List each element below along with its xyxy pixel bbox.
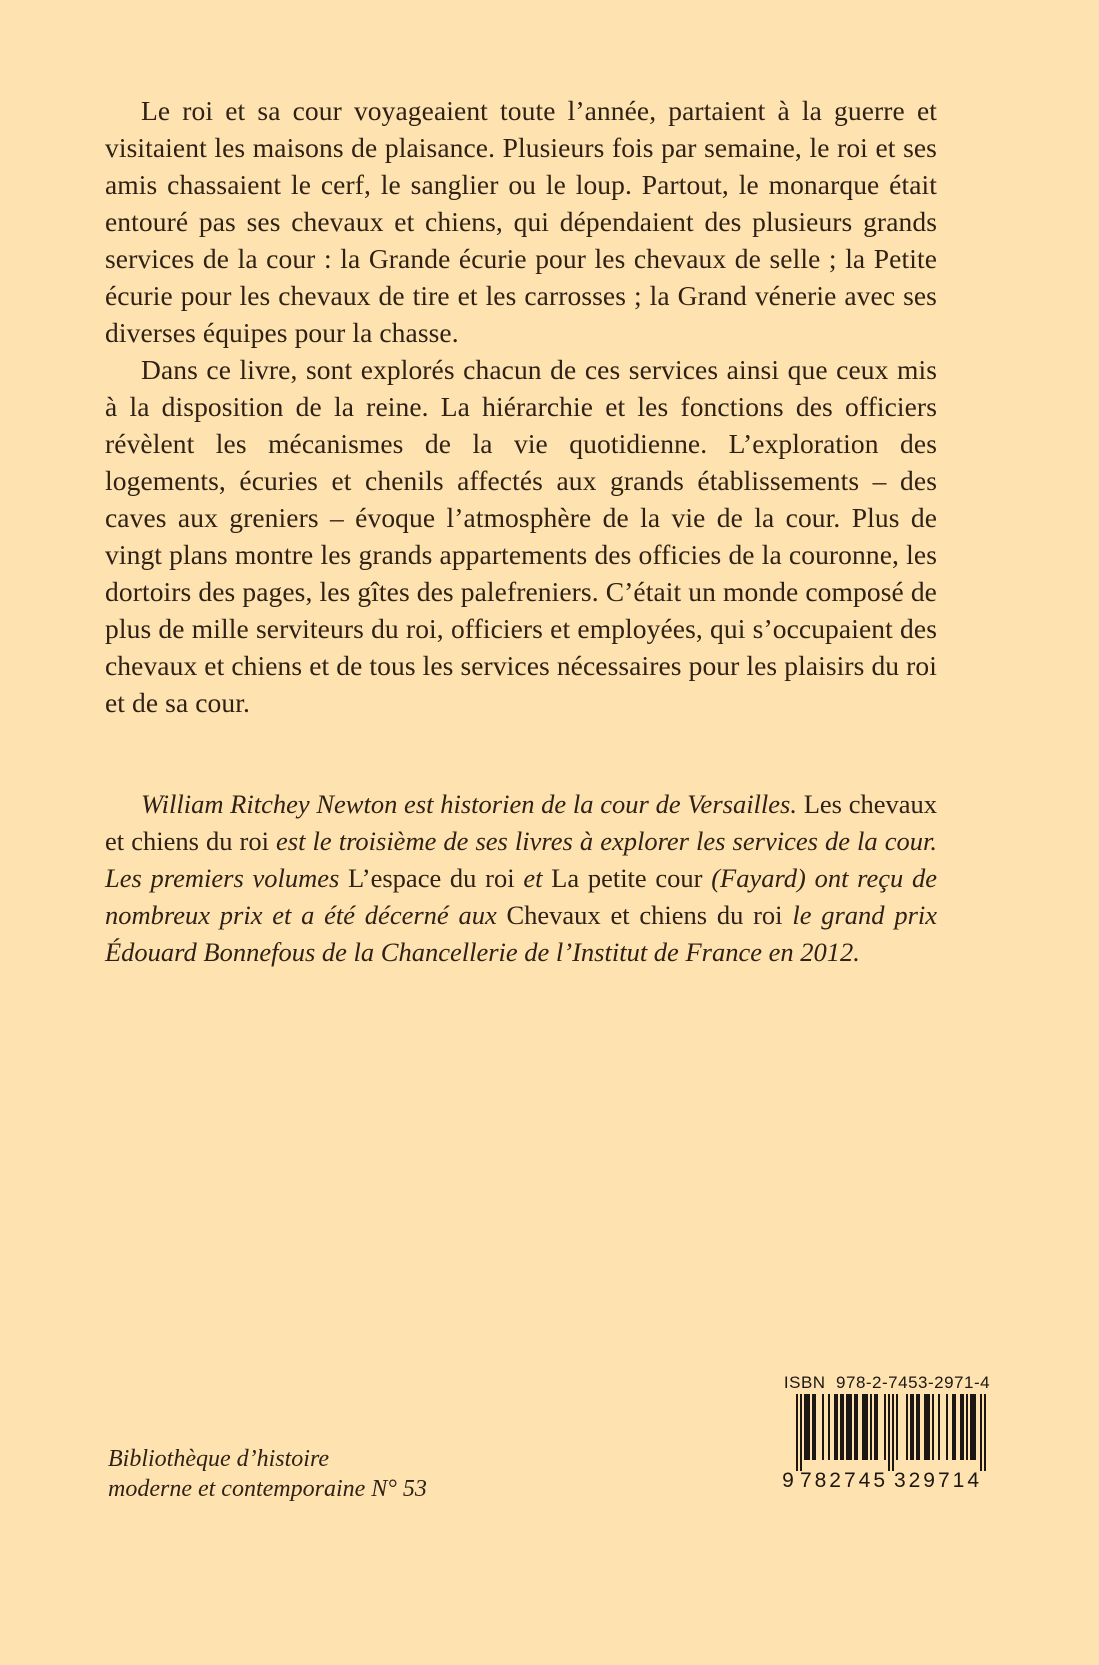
barcode-bar — [960, 1394, 962, 1460]
bio-run-roman: Chevaux et chiens du roi — [506, 900, 793, 930]
barcode-bar — [796, 1394, 798, 1471]
series-imprint — [108, 1444, 427, 1504]
barcode-bar — [912, 1394, 914, 1460]
bio-run-italic: (Fayard) ont reçu de nombreux prix et a été décerné aux — [105, 863, 938, 930]
barcode-bar — [848, 1394, 850, 1460]
barcode-bar — [836, 1394, 838, 1460]
barcode-bar — [806, 1394, 808, 1460]
barcode-digits: 9 — [782, 1469, 794, 1492]
barcode-bar — [952, 1394, 954, 1460]
barcode-bar — [966, 1394, 968, 1460]
bio-run-roman: Les chevaux et chiens du roi — [105, 789, 937, 856]
series-line-1: Bibliothèque d’histoire — [108, 1446, 330, 1472]
barcode-bar — [896, 1394, 898, 1460]
barcode-bar — [846, 1394, 848, 1460]
barcode-bar — [854, 1394, 856, 1460]
ean13-barcode — [782, 1394, 988, 1494]
bio-run-italic: et — [523, 863, 552, 893]
isbn-block — [782, 1373, 992, 1494]
barcode-bar — [932, 1394, 934, 1460]
barcode-bar — [924, 1394, 926, 1460]
author-bio — [105, 786, 937, 971]
barcode-bar — [970, 1394, 972, 1460]
barcode-bar — [812, 1394, 814, 1460]
barcode-bar — [980, 1394, 982, 1471]
barcode-bar — [862, 1394, 864, 1460]
isbn-label: ISBN 978-2-7453-2971-4 — [783, 1373, 991, 1392]
barcode-bar — [962, 1394, 964, 1460]
bio-run-roman: La petite cour — [551, 863, 712, 893]
barcode-digits: 782745 — [799, 1469, 889, 1492]
bio-run-roman: L’espace du roi — [348, 863, 524, 893]
barcode-bar — [864, 1394, 866, 1460]
barcode-bar — [984, 1394, 986, 1471]
barcode-bar — [906, 1394, 908, 1460]
barcode-bar — [954, 1394, 956, 1460]
barcode-bar — [916, 1394, 918, 1460]
barcode-bar — [834, 1394, 836, 1460]
barcode-bar — [974, 1394, 976, 1460]
barcode-bar — [840, 1394, 842, 1460]
barcode-bar — [850, 1394, 852, 1460]
bio-run-italic: est le troisième de ses livres à explorer les services de la cour. Les premiers volumes — [105, 826, 937, 893]
barcode-digits: 329714 — [893, 1469, 983, 1492]
barcode-bar — [800, 1394, 802, 1471]
barcode-bar — [808, 1394, 810, 1460]
barcode-bar — [926, 1394, 928, 1460]
barcode-bar — [866, 1394, 868, 1460]
bio-run-italic: William Ritchey Newton est historien de la cour de Versailles. — [141, 789, 797, 819]
blurb-paragraph-1: Le roi et sa cour voyageaient toute l’année, partaient à la guerre et visitaient les maisons de plaisance. Plusieurs fois par semaine, le roi et ses amis chassaient le cerf, le sanglier ou le loup. Partout, le monarque était entouré pas ses chevaux et chiens, qui dépendaient des plusieurs grands services de la cour : la Grande écurie pour les chevaux de selle ; la Petite écurie pour les chevaux de tire et les carrosses ; la Grand vénerie avec ses diverses équipes pour la chasse. — [105, 95, 937, 348]
barcode-bar — [804, 1394, 806, 1460]
barcode-bar — [822, 1394, 824, 1460]
barcode-bar — [884, 1394, 886, 1460]
barcode-bar — [814, 1394, 816, 1460]
bio-run-italic: le grand prix Édouard Bonnefous de la Chancellerie de l’Institut de France en 2012. — [105, 900, 938, 967]
barcode-bar — [892, 1394, 894, 1471]
barcode-bar — [874, 1394, 876, 1460]
barcode-bar — [870, 1394, 872, 1460]
blurb-paragraph-2: Dans ce livre, sont explorés chacun de ces services ainsi que ceux mis à la disposition de la reine. La hiérarchie et les fonctions des officiers révèlent les mécanismes de la vie quotidienne. L’exploration des logements, écuries et chenils affectés aux grands établissements – des caves aux greniers – évoque l’atmosphère de la vie de la cour. Plus de vingt plans montre les grands appartements des officies de la couronne, les dortoirs des pages, les gîtes des palefreniers. C’était un monde composé de plus de mille serviteurs du roi, officiers et employées, qui s’occupaient des chevaux et chiens et de tous les services nécessaires pour les plaisirs du roi et de sa cour. — [105, 354, 937, 718]
barcode-bar — [888, 1394, 890, 1471]
barcode-bar — [946, 1394, 948, 1460]
barcode-bar — [856, 1394, 858, 1460]
barcode-bar — [938, 1394, 940, 1460]
barcode-bar — [972, 1394, 974, 1460]
barcode-bar — [910, 1394, 912, 1460]
barcode-bar — [918, 1394, 920, 1460]
barcode-bar — [876, 1394, 878, 1460]
barcode-bar — [928, 1394, 930, 1460]
barcode-bar — [842, 1394, 844, 1460]
blurb — [105, 92, 937, 721]
barcode-bar — [828, 1394, 830, 1460]
series-line-2: moderne et contemporaine N° 53 — [108, 1476, 427, 1502]
